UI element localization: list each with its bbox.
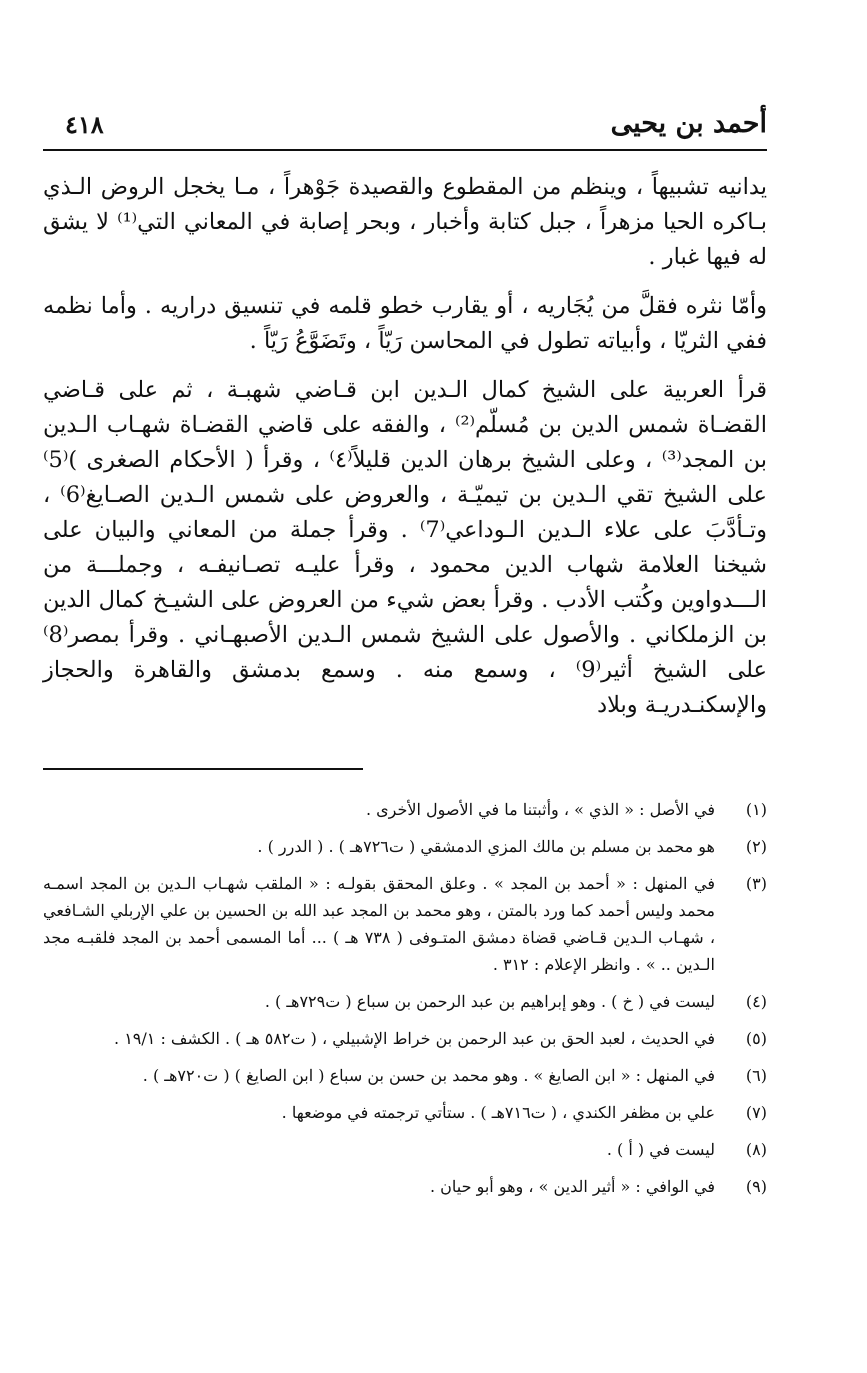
paragraph-3: قرأ العربية على الشيخ كمال الـدين ابن قـاضي شهبـة ، ثم على قـاضي القضـاة شمس الدين بن مُسلّم⁽²⁾ ، والفقه على قاضي القضـاة شهـاب الـدين بن المجد⁽³⁾ ، وعلى الشيخ برهان الدين قليلاً⁽٤⁾ ، وقرأ ( الأحكام الصغرى )⁽5⁾ على الشيخ تقي الـدين بن تيميّـة ، والعروض على شمس الـدين الصـايغ⁽6⁾ ، وتـأدَّبَ على علاء الـدين الـوداعي⁽7⁾ . وقرأ جملة من المعاني والبيان على شيخنا العلامة شهاب الدين محمود ، وقرأ عليـه تصـانيفـه ، وجملـــة من الـــدواوين وكُتب الأدب . وقرأ بعض شيء من العروض على الشيـخ كمال الدين بن الزملكاني . والأصول على الشيخ شمس الـدين الأصبهـاني . وقرأ بمصر⁽8⁾ على الشيخ أثير⁽9⁾ ، وسمع منه . وسمع بدمشق والقاهرة والحجاز والإسكنـدريـة وبلاد xyxy=(43,377,767,718)
footnote-6 xyxy=(43,1062,767,1089)
footnote-9 xyxy=(43,1173,767,1200)
footnote-text: في الحديث ، لعبد الحق بن عبد الرحمن بن خراط الإشبيلي ، ( ت٥٨٢ هـ ) . الكشف : ١٩/١ . xyxy=(114,1029,715,1048)
footnote-4 xyxy=(43,988,767,1015)
footnote-number: (٩) xyxy=(745,1177,767,1196)
footnote-number: (٤) xyxy=(745,992,767,1011)
footnote-number: (١) xyxy=(745,800,767,819)
footnote-text: ليست في ( خ ) . وهو إبراهيم بن عبد الرحمن بن سباع ( ت٧٢٩هـ ) . xyxy=(264,992,715,1011)
footnote-number: (٢) xyxy=(745,837,767,856)
page-number: ٤١٨ xyxy=(65,110,104,139)
footnote-3 xyxy=(43,870,767,978)
page-header xyxy=(43,108,767,148)
main-text xyxy=(43,170,767,723)
footnote-number: (٨) xyxy=(745,1140,767,1159)
running-title: أحمد بن يحيى xyxy=(610,108,767,139)
footnote-number: (٦) xyxy=(745,1066,767,1085)
footnotes-list xyxy=(43,796,767,1210)
paragraph-2: وأمّا نثره فقلَّ من يُجَاريه ، أو يقارب خطو قلمه في تنسيق دراريه . وأما نظمه ففي الثريّا ، وأبياته تطول في المحاسن رَيّاً ، وتَضَوَّعُ رَيّاً . xyxy=(43,293,767,354)
footnote-text: هو محمد بن مسلم بن مالك المزي الدمشقي ( ت٧٢٦هـ ) . ( الدرر ) . xyxy=(257,837,715,856)
footnote-1 xyxy=(43,796,767,823)
footnote-8 xyxy=(43,1136,767,1163)
footnote-number: (٣) xyxy=(745,874,767,893)
footnote-7 xyxy=(43,1099,767,1126)
footnote-2 xyxy=(43,833,767,860)
footnote-text: في المنهل : « ابن الصايغ » . وهو محمد بن حسن بن سباع ( ابن الصايغ ) ( ت٧٢٠هـ ) . xyxy=(142,1066,715,1085)
footnote-divider xyxy=(43,768,363,770)
footnote-text: علي بن مظفر الكندي ، ( ت٧١٦هـ ) . ستأتي ترجمته في موضعها . xyxy=(281,1103,715,1122)
footnote-number: (٥) xyxy=(745,1029,767,1048)
footnote-text: في الوافي : « أثير الدين » ، وهو أبو حيان . xyxy=(429,1177,715,1196)
footnote-text: في المنهل : « أحمد بن المجد » . وعلق المحقق بقولـه : « الملقب شهـاب الـدين بن المجد اسمـه محمد وليس أحمد كما ورد بالمتن ، وهو محمد بن المجد عبد الله بن الحسين بن علي الإربلي الشـافعي ، شهـاب الـدين قـاضي قضاة دمشق المتـوفى ( ٧٣٨ هـ ) ... أما المسمى أحمد بن المجد فلقبـه مجد الـدين .. » . وانظر الإعلام : ٣١٢ . xyxy=(43,874,715,974)
footnote-5 xyxy=(43,1025,767,1052)
paragraph-1: يدانيه تشبيهاً ، وينظم من المقطوع والقصيدة جَوْهراً ، مـا يخجل الروض الـذي بـاكره الحيا مزهراً ، جبل كتابة وأخبار ، وبحر إصابة في المعاني التي⁽¹⁾ لا يشق له فيها غبار . xyxy=(43,174,767,270)
footnote-text: في الأصل : « الذي » ، وأثبتنا ما في الأصول الأخرى . xyxy=(365,800,715,819)
footnote-number: (٧) xyxy=(745,1103,767,1122)
footnote-text: ليست في ( أ ) . xyxy=(606,1140,715,1159)
header-divider xyxy=(43,149,767,151)
